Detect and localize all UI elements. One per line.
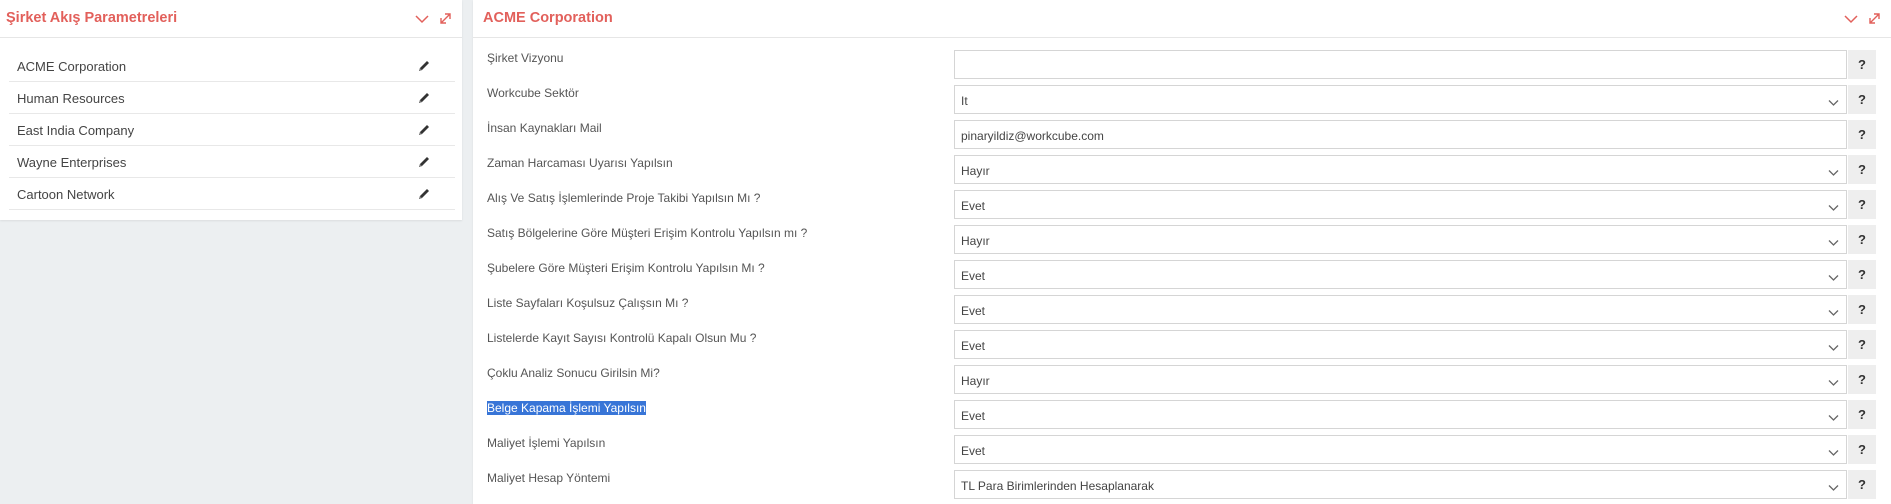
company-name: Wayne Enterprises <box>17 155 127 170</box>
panel-header-actions <box>1844 12 1881 26</box>
parameter-label: Alış Ve Satış İşlemlerinde Proje Takibi Yapılsın Mı ? <box>487 191 761 205</box>
parameter-select[interactable] <box>954 435 1847 464</box>
chevron-down-icon <box>1828 271 1839 285</box>
chevron-down-icon <box>1828 166 1839 180</box>
panel-title: Şirket Akış Parametreleri <box>6 10 178 26</box>
parameter-row <box>473 219 1891 254</box>
help-button[interactable]: ? <box>1848 225 1876 254</box>
field-value: Evet <box>961 409 986 423</box>
expand-arrows-icon[interactable] <box>1868 12 1881 26</box>
help-button[interactable]: ? <box>1848 295 1876 324</box>
company-list-item[interactable] <box>9 82 455 114</box>
chevron-down-icon <box>1828 236 1839 250</box>
parameter-select[interactable] <box>954 260 1847 289</box>
company-list-item[interactable] <box>9 178 455 210</box>
parameter-input[interactable] <box>954 120 1847 149</box>
help-button[interactable]: ? <box>1848 85 1876 114</box>
parameter-row <box>473 394 1891 429</box>
parameter-label: İnsan Kaynakları Mail <box>487 121 602 135</box>
chevron-down-icon <box>1828 96 1839 110</box>
chevron-down-icon <box>1828 446 1839 460</box>
company-flow-parameters-panel <box>0 0 462 220</box>
field-value: It <box>961 94 968 108</box>
parameter-select[interactable] <box>954 470 1847 499</box>
help-button[interactable]: ? <box>1848 190 1876 219</box>
parameter-label: Çoklu Analiz Sonucu Girilsin Mi? <box>487 366 660 380</box>
field-value: Evet <box>961 199 986 213</box>
help-button[interactable]: ? <box>1848 155 1876 184</box>
parameter-select[interactable] <box>954 330 1847 359</box>
field-value: Evet <box>961 304 986 318</box>
help-button[interactable]: ? <box>1848 260 1876 289</box>
parameter-row <box>473 289 1891 324</box>
company-name: East India Company <box>17 123 135 138</box>
expand-arrows-icon[interactable] <box>439 12 452 26</box>
pencil-icon[interactable] <box>417 155 431 169</box>
parameter-label: Zaman Harcaması Uyarısı Yapılsın <box>487 156 673 170</box>
panel-header-actions <box>415 12 452 26</box>
parameter-row <box>473 184 1891 219</box>
field-value: TL Para Birimlerinden Hesaplanarak <box>961 479 1154 493</box>
panel-header <box>0 0 462 38</box>
field-value: Evet <box>961 444 986 458</box>
parameter-row <box>473 114 1891 149</box>
parameter-row <box>473 254 1891 289</box>
pencil-icon[interactable] <box>417 123 431 137</box>
parameter-label: Belge Kapama İşlemi Yapılsın <box>487 401 646 415</box>
field-value: Evet <box>961 339 986 353</box>
help-button[interactable]: ? <box>1848 435 1876 464</box>
help-button[interactable]: ? <box>1848 400 1876 429</box>
chevron-down-icon <box>1828 341 1839 355</box>
field-value: Hayır <box>961 374 990 388</box>
company-list-item[interactable] <box>9 146 455 178</box>
parameter-row <box>473 324 1891 359</box>
parameter-label: Maliyet İşlemi Yapılsın <box>487 436 606 450</box>
field-value: pinaryildiz@workcube.com <box>961 129 1104 143</box>
field-value: Hayır <box>961 164 990 178</box>
chevron-down-icon <box>1828 481 1839 495</box>
parameters-form <box>473 44 1891 499</box>
parameter-input[interactable] <box>954 50 1847 79</box>
field-value: Hayır <box>961 234 990 248</box>
parameter-select[interactable] <box>954 365 1847 394</box>
company-name: Cartoon Network <box>17 187 115 202</box>
parameter-row <box>473 44 1891 79</box>
parameter-row <box>473 79 1891 114</box>
parameter-label: Maliyet Hesap Yöntemi <box>487 471 611 485</box>
panel-header <box>473 0 1891 38</box>
chevron-down-icon <box>1828 411 1839 425</box>
parameter-label: Workcube Sektör <box>487 86 579 100</box>
parameter-label: Listelerde Kayıt Sayısı Kontrolü Kapalı Olsun Mu ? <box>487 331 757 345</box>
chevron-down-icon <box>1828 306 1839 320</box>
panel-title: ACME Corporation <box>483 10 613 26</box>
company-list-item[interactable] <box>9 114 455 146</box>
parameter-label: Liste Sayfaları Koşulsuz Çalışsın Mı ? <box>487 296 689 310</box>
parameter-select[interactable] <box>954 190 1847 219</box>
parameter-select[interactable] <box>954 295 1847 324</box>
parameter-label: Şubelere Göre Müşteri Erişim Kontrolu Yapılsın Mı ? <box>487 261 765 275</box>
help-button[interactable]: ? <box>1848 120 1876 149</box>
parameter-label: Satış Bölgelerine Göre Müşteri Erişim Kontrolu Yapılsın mı ? <box>487 226 808 240</box>
help-button[interactable]: ? <box>1848 50 1876 79</box>
help-button[interactable]: ? <box>1848 365 1876 394</box>
help-button[interactable]: ? <box>1848 470 1876 499</box>
company-details-panel <box>473 0 1891 504</box>
parameter-row <box>473 464 1891 499</box>
collapse-chevron-down-icon[interactable] <box>415 12 429 26</box>
field-value: Evet <box>961 269 986 283</box>
chevron-down-icon <box>1828 376 1839 390</box>
parameter-select[interactable] <box>954 155 1847 184</box>
pencil-icon[interactable] <box>417 91 431 105</box>
parameter-select[interactable] <box>954 400 1847 429</box>
company-list <box>9 50 455 210</box>
parameter-row <box>473 149 1891 184</box>
company-list-item[interactable] <box>9 50 455 82</box>
chevron-down-icon <box>1828 201 1839 215</box>
parameter-label: Şirket Vizyonu <box>487 51 564 65</box>
parameter-select[interactable] <box>954 225 1847 254</box>
help-button[interactable]: ? <box>1848 330 1876 359</box>
collapse-chevron-down-icon[interactable] <box>1844 12 1858 26</box>
parameter-select[interactable] <box>954 85 1847 114</box>
parameter-row <box>473 429 1891 464</box>
company-name: Human Resources <box>17 91 125 106</box>
pencil-icon[interactable] <box>417 59 431 73</box>
parameter-row <box>473 359 1891 394</box>
pencil-icon[interactable] <box>417 187 431 201</box>
company-name: ACME Corporation <box>17 59 127 74</box>
